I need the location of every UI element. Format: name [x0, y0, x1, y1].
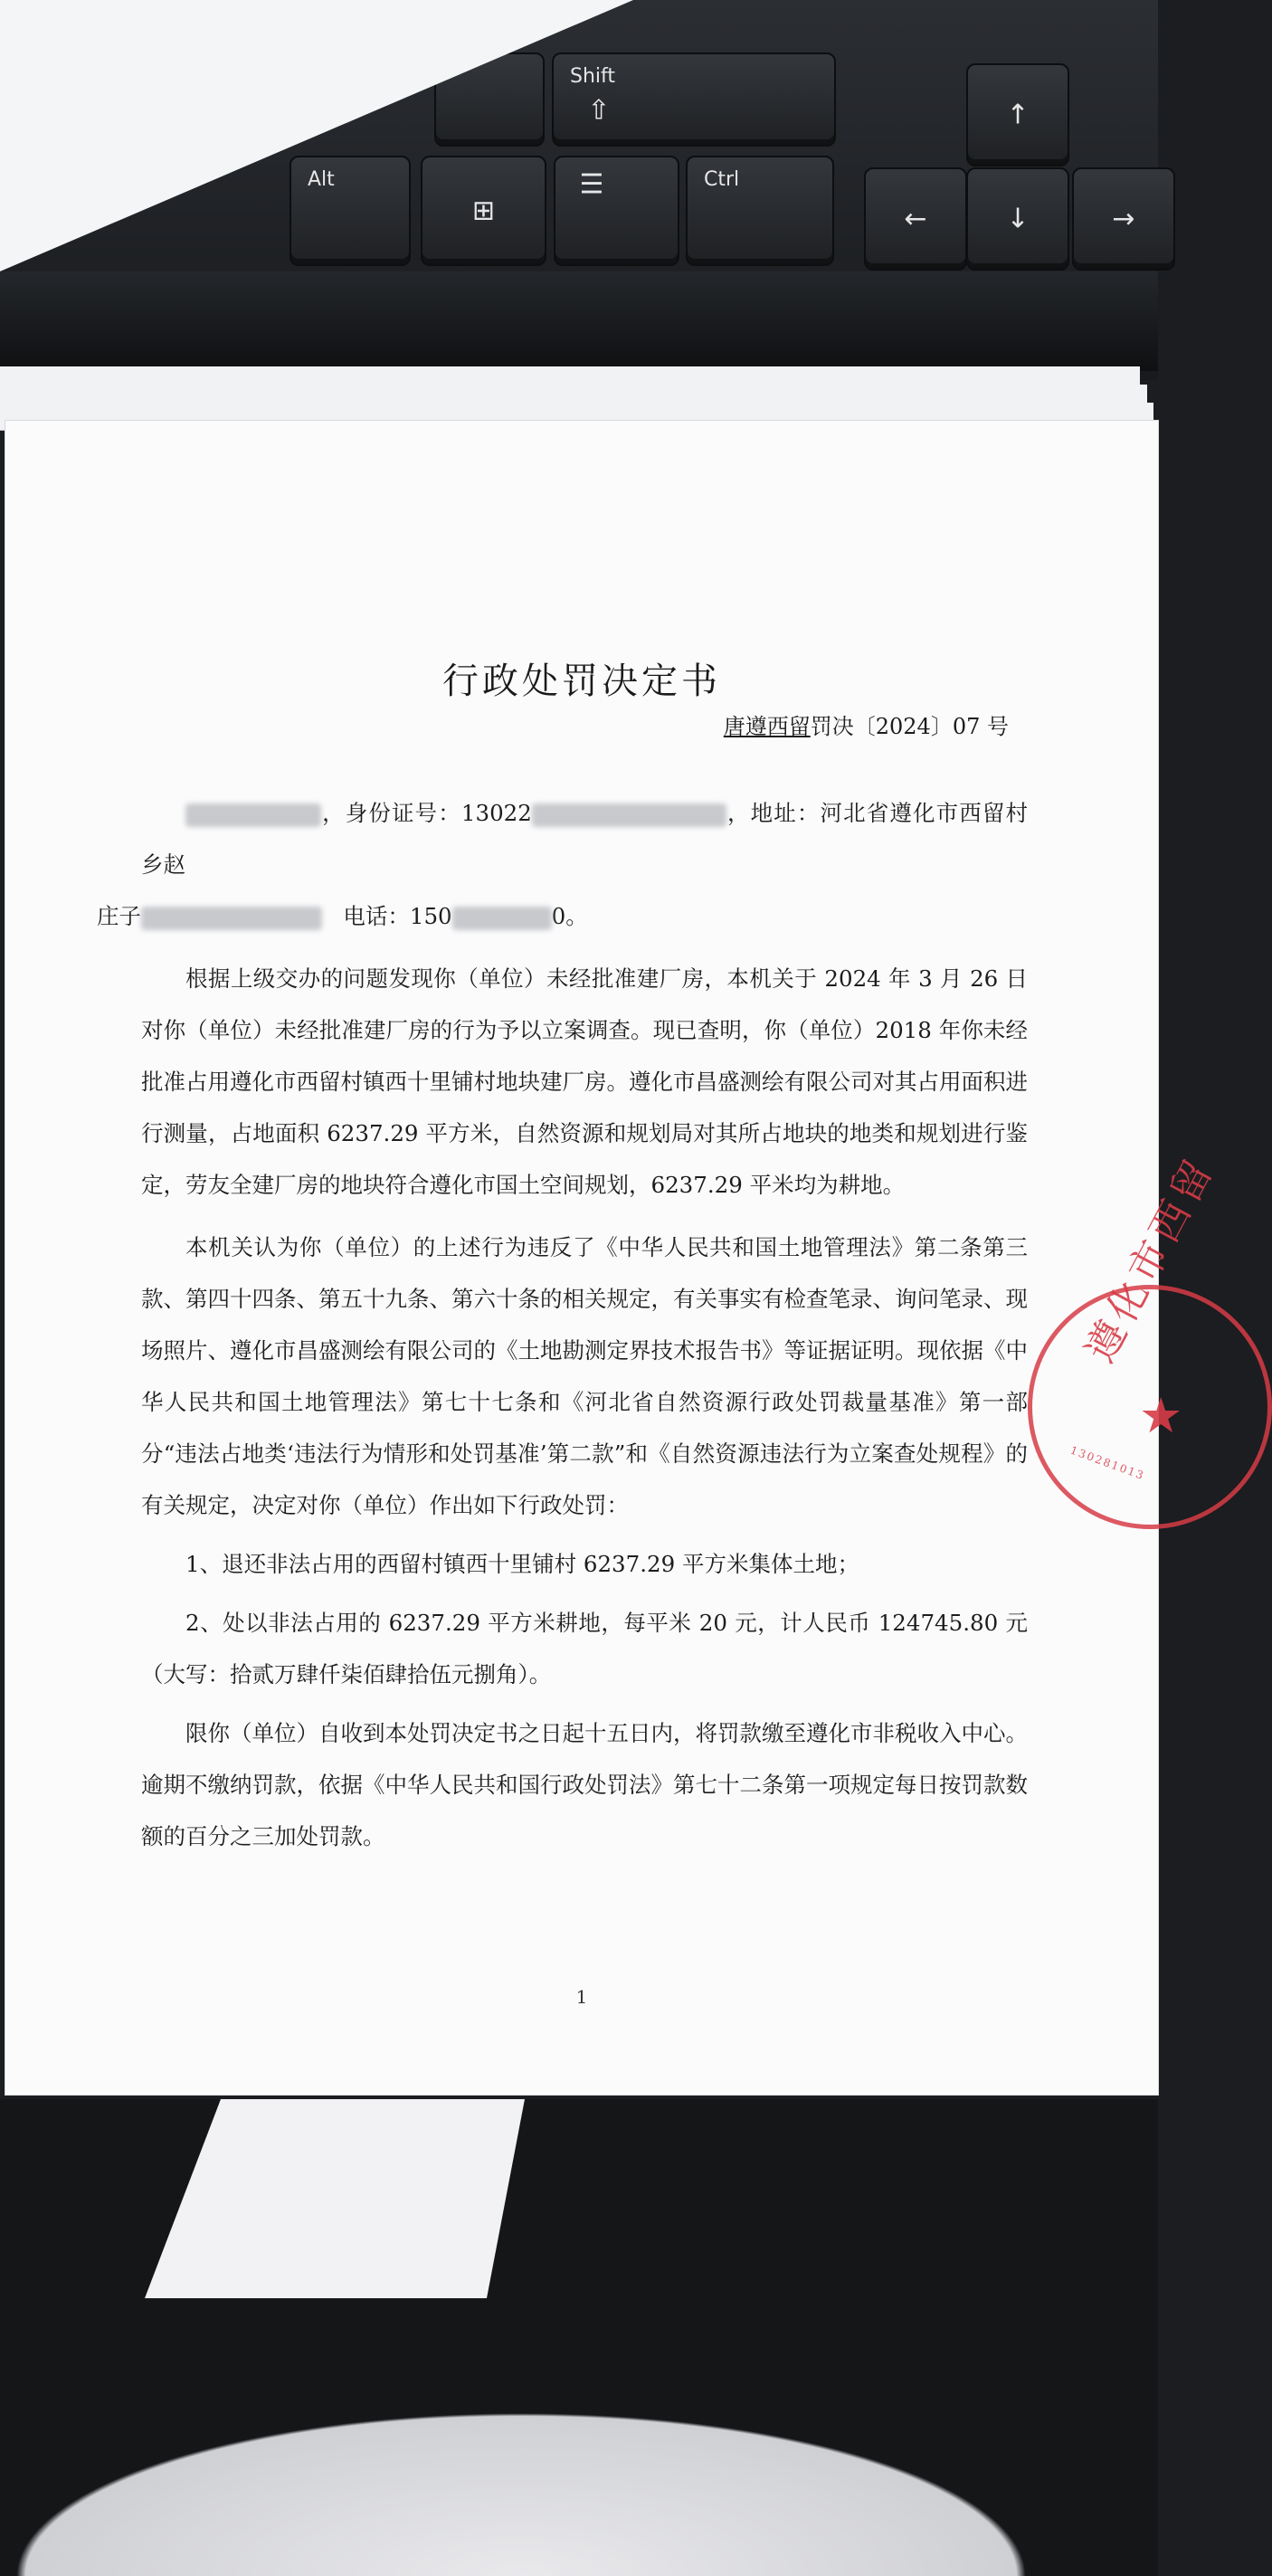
address-label: 地址：	[750, 800, 821, 826]
up-arrow-key	[966, 63, 1069, 166]
down-arrow-key	[966, 167, 1069, 271]
ctrl-key	[686, 156, 834, 266]
payment-deadline: 限你（单位）自收到本处罚决定书之日起十五日内，将罚款缴至遵化市非税收入中心。逾期不缴纳罚款，依据《中华人民共和国行政处罚法》第七十二条第一项规定每日按罚款数额的百分之三加处罚款。	[141, 1720, 1028, 1849]
paragraph-facts: 根据上级交办的问题发现你（单位）未经批准建厂房，本机关于 2024 年 3 月 26 日对你（单位）未经批准建厂房的行为予以立案调查。现已查明，你（单位）2018 年你未经批准占用遵化市西留村镇西十里铺村地块建厂房。遵化市昌盛测绘有限公司对其占用面积进行测量，占地面积 6237.29 平方米，自然资源和规划局对其所占地块的地类和规划进行鉴定，劳友全建厂房的地块符合遵化市国土空间规划，6237.29 平米均为耕地。	[141, 965, 1028, 1198]
party-name-tail: ，	[321, 800, 346, 826]
penalty-item-1: 1、退还非法占用的西留村镇西十里铺村 6237.29 平方米集体土地；	[185, 1551, 859, 1577]
phone-label: 电话：	[343, 903, 410, 929]
windows-key	[421, 156, 546, 266]
keyboard-rail	[0, 271, 1158, 371]
document-number-rest: 罚决〔2024〕07 号	[810, 714, 1009, 739]
menu-icon: ☰	[579, 168, 604, 201]
document-body	[97, 787, 1029, 1862]
phone-suffix: 0。	[551, 903, 588, 929]
seal-star-icon: ★	[1139, 1387, 1183, 1444]
arrow-right-icon: →	[1112, 203, 1135, 235]
alt-key-label: Alt	[308, 168, 335, 191]
shift-key	[552, 52, 836, 147]
arrow-down-icon: ↓	[1006, 203, 1030, 235]
arrow-up-icon: ↑	[1006, 99, 1030, 131]
document-title: 行政处罚决定书	[442, 661, 721, 702]
knee-area	[0, 2371, 1158, 2576]
keyboard	[0, 0, 1158, 380]
shift-arrow-icon: ⇧	[587, 94, 611, 127]
redacted-name	[185, 803, 321, 827]
windows-icon: ⊞	[471, 195, 496, 227]
phone-prefix: 150	[409, 903, 452, 929]
menu-key	[554, 156, 679, 266]
seal-digits: 130281013	[1068, 1443, 1147, 1483]
id-label: 身份证号：	[345, 800, 461, 826]
id-prefix: 13022	[460, 800, 532, 826]
address-text: 河北省遵化市西留村乡赵	[141, 800, 1029, 878]
redacted-address	[141, 907, 322, 930]
page-number: 1	[575, 1986, 588, 2008]
official-seal	[1028, 1148, 1272, 1529]
left-arrow-key	[864, 167, 967, 271]
address-line2-prefix: 庄子	[97, 903, 141, 929]
right-arrow-key	[1072, 167, 1175, 271]
penalty-item-2: 2、处以非法占用的 6237.29 平方米耕地，每平米 20 元，计人民币 124745.80 元（大写：拾贰万肆仟柒佰肆拾伍元捌角）。	[141, 1610, 1028, 1687]
alt-key	[290, 156, 411, 266]
arrow-left-icon: ←	[904, 203, 927, 235]
ctrl-key-label: Ctrl	[704, 168, 740, 191]
document-number	[724, 708, 1009, 740]
paragraph-legal-basis: 本机关认为你（单位）的上述行为违反了《中华人民共和国土地管理法》第二条第三款、第四十四条、第五十九条、第六十条的相关规定，有关事实有检查笔录、询问笔录、现场照片、遵化市昌盛测绘有限公司的《土地勘测定界技术报告书》等证据证明。现依据《中华人民共和国土地管理法》第七十七条和《河北省自然资源行政处罚裁量基准》第一部分“违法占地类‘违法行为情形和处罚基准’第二款”和《自然资源违法行为立案查处规程》的有关规定，决定对你（单位）作出如下行政处罚：	[141, 1234, 1028, 1518]
seal-text: 遵化市西留	[1077, 1148, 1225, 1371]
redacted-id	[532, 803, 726, 827]
shift-key-label: Shift	[570, 65, 616, 88]
party-info: ，身份证号：13022 ，地址：河北省遵化市西留村乡赵 庄子 电话：150 0。	[97, 800, 1029, 929]
document-number-prefix: 唐遵西留	[723, 714, 811, 739]
document-page	[5, 421, 1225, 2095]
redacted-phone	[452, 907, 552, 930]
